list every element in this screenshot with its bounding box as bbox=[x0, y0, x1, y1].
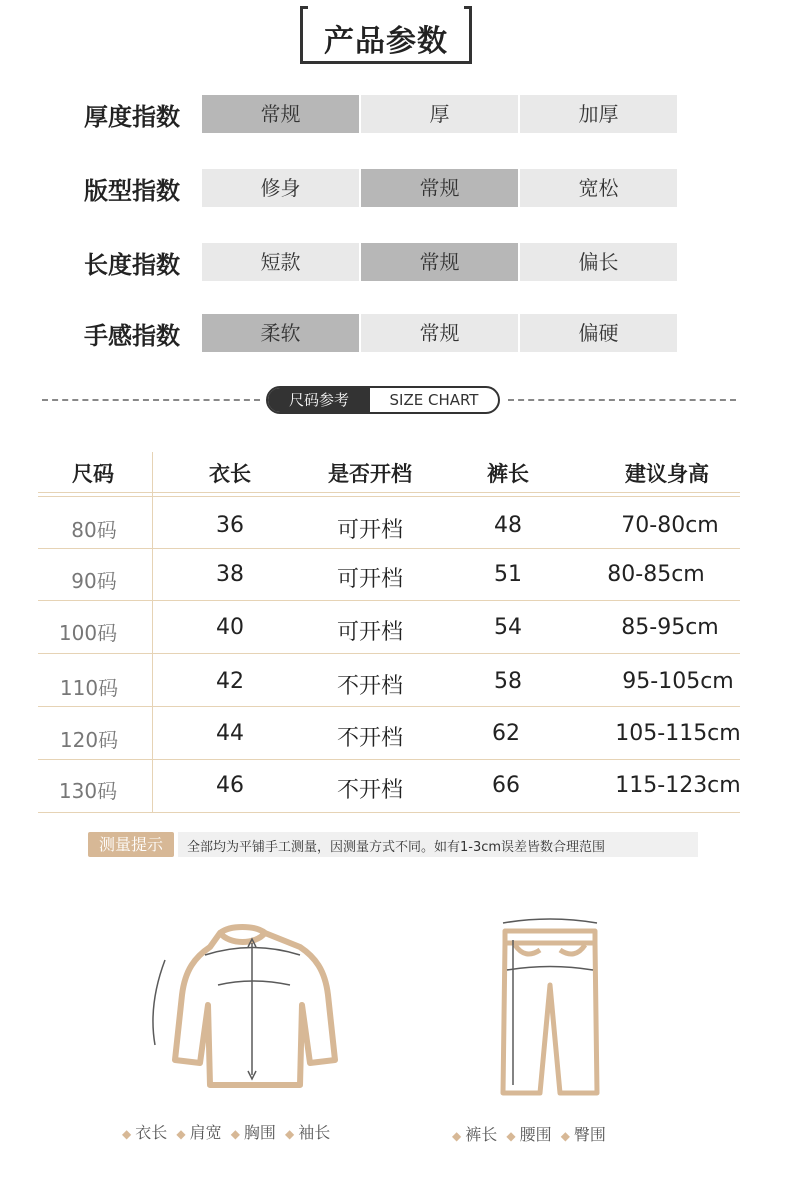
table-cell: 95-105cm bbox=[622, 669, 734, 694]
size-chart-tag bbox=[266, 386, 500, 414]
table-rule bbox=[38, 759, 740, 760]
table-cell: 不开档 bbox=[336, 778, 403, 803]
param-row-length bbox=[0, 243, 790, 281]
table-cell: 66 bbox=[492, 773, 520, 798]
divider-right bbox=[508, 399, 736, 401]
param-label: 版型指数 bbox=[84, 177, 180, 205]
table-cell: 40 bbox=[216, 615, 244, 640]
table-cell: 90码 bbox=[71, 569, 117, 593]
jacket-outline-icon bbox=[175, 927, 335, 1085]
table-rule bbox=[38, 492, 740, 493]
table-cell: 70-80cm bbox=[621, 513, 719, 538]
table-cell: 105-115cm bbox=[615, 721, 741, 746]
table-cell: 110码 bbox=[59, 676, 119, 700]
table-header: 建议身高 bbox=[625, 462, 709, 486]
table-cell: 51 bbox=[494, 562, 522, 587]
param-label: 厚度指数 bbox=[84, 103, 180, 131]
diamond-icon: ◆ bbox=[560, 1129, 570, 1143]
param-option: 厚 bbox=[361, 95, 518, 133]
legend-item: 裤长 bbox=[465, 1125, 498, 1144]
diamond-icon: ◆ bbox=[176, 1127, 186, 1141]
param-label: 手感指数 bbox=[84, 322, 180, 350]
diamond-icon: ◆ bbox=[230, 1127, 240, 1141]
table-cell: 36 bbox=[216, 513, 244, 538]
divider-left bbox=[42, 399, 260, 401]
table-header: 裤长 bbox=[487, 462, 529, 486]
diamond-icon: ◆ bbox=[452, 1129, 462, 1143]
table-header: 尺码 bbox=[72, 462, 114, 486]
table-cell: 不开档 bbox=[336, 726, 403, 751]
param-option: 修身 bbox=[202, 169, 359, 207]
table-cell: 62 bbox=[492, 721, 520, 746]
param-option: 偏长 bbox=[520, 243, 677, 281]
param-option: 常规 bbox=[202, 95, 359, 133]
legend-top-garment bbox=[118, 1120, 330, 1143]
table-cell: 48 bbox=[494, 513, 522, 538]
table-cell: 115-123cm bbox=[615, 773, 741, 798]
size-chart-tag-cn: 尺码参考 bbox=[268, 388, 370, 412]
legend-item: 臀围 bbox=[573, 1125, 606, 1144]
param-row-thickness bbox=[0, 95, 790, 133]
table-cell: 54 bbox=[494, 615, 522, 640]
note-text: 全部均为平铺手工测量，因测量方式不同。如有1-3cm误差皆数合理范围 bbox=[187, 840, 606, 855]
legend-item: 腰围 bbox=[519, 1125, 552, 1144]
table-rule bbox=[38, 653, 740, 654]
param-row-fit bbox=[0, 169, 790, 207]
param-option: 宽松 bbox=[520, 169, 677, 207]
size-chart-tag-en: SIZE CHART bbox=[389, 391, 479, 409]
param-option: 短款 bbox=[202, 243, 359, 281]
table-cell: 130码 bbox=[58, 779, 118, 803]
param-option: 加厚 bbox=[520, 95, 677, 133]
table-cell: 42 bbox=[216, 669, 244, 694]
note-tag: 测量提示 bbox=[88, 832, 174, 857]
table-cell: 80-85cm bbox=[607, 562, 705, 587]
table-cell: 80码 bbox=[71, 518, 117, 542]
diamond-icon: ◆ bbox=[506, 1129, 516, 1143]
table-cell: 100码 bbox=[58, 621, 118, 645]
table-rule bbox=[38, 496, 740, 497]
legend-item: 肩宽 bbox=[189, 1123, 222, 1142]
table-header: 是否开档 bbox=[328, 462, 412, 486]
param-option: 柔软 bbox=[202, 314, 359, 352]
section-title-box bbox=[300, 8, 472, 64]
table-header: 衣长 bbox=[209, 462, 251, 486]
table-rule bbox=[38, 706, 740, 707]
legend-item: 袖长 bbox=[298, 1123, 331, 1142]
table-cell: 可开档 bbox=[336, 518, 403, 543]
table-cell: 可开档 bbox=[336, 567, 403, 592]
legend-item: 衣长 bbox=[135, 1123, 168, 1142]
param-label: 长度指数 bbox=[84, 251, 180, 279]
table-cell: 不开档 bbox=[336, 674, 403, 699]
pants-diagram bbox=[495, 915, 605, 1100]
top-garment-diagram bbox=[130, 915, 360, 1095]
param-option: 常规 bbox=[361, 169, 518, 207]
table-cell: 46 bbox=[216, 773, 244, 798]
pants-outline-icon bbox=[503, 931, 597, 1093]
param-option: 常规 bbox=[361, 243, 518, 281]
table-cell: 44 bbox=[216, 721, 244, 746]
table-rule bbox=[38, 600, 740, 601]
legend-pants bbox=[448, 1122, 606, 1145]
param-option: 常规 bbox=[361, 314, 518, 352]
table-cell: 120码 bbox=[59, 728, 119, 752]
param-row-feel bbox=[0, 314, 790, 352]
table-column-rule bbox=[152, 452, 153, 812]
param-option: 偏硬 bbox=[520, 314, 677, 352]
table-cell: 58 bbox=[494, 669, 522, 694]
page-title: 产品参数 bbox=[324, 24, 448, 59]
table-rule bbox=[38, 812, 740, 813]
table-cell: 38 bbox=[216, 562, 244, 587]
table-rule bbox=[38, 548, 740, 549]
diamond-icon: ◆ bbox=[122, 1127, 132, 1141]
legend-item: 胸围 bbox=[243, 1123, 276, 1142]
table-cell: 可开档 bbox=[336, 620, 403, 645]
diamond-icon: ◆ bbox=[285, 1127, 295, 1141]
table-cell: 85-95cm bbox=[621, 615, 719, 640]
